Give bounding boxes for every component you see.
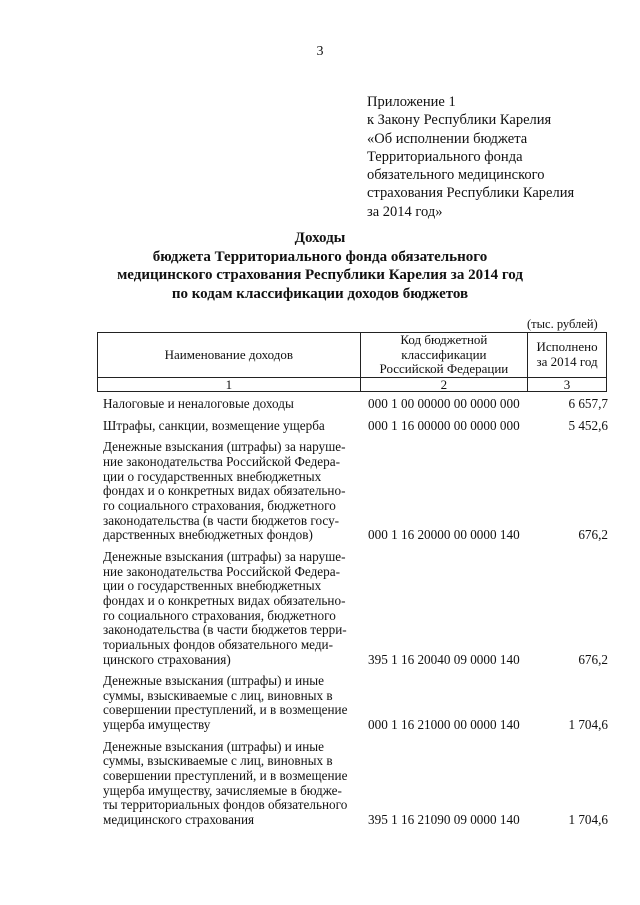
table-row <box>103 419 613 434</box>
revenue-table-body <box>103 397 613 835</box>
row-name-line: цинского страхования) <box>103 651 231 667</box>
document-heading <box>0 229 640 303</box>
row-name-line: ции о государственных внебюджетных <box>103 578 322 594</box>
header-line: классификации <box>401 346 487 362</box>
row-name-line: ущерба имуществу, зачисляемые в бюдже- <box>103 782 342 798</box>
column-header-code <box>360 333 527 378</box>
appendix-line: страхования Республики Карелия <box>367 185 575 202</box>
appendix-line: обязательного медицинского <box>367 167 545 184</box>
units-label: (тыс. рублей) <box>527 317 598 331</box>
row-name-line: Налоговые и неналоговые доходы <box>103 396 294 411</box>
row-amount: 1 704,6 <box>568 717 608 733</box>
table-row <box>103 550 613 667</box>
header-line: Российской Федерации <box>379 361 509 376</box>
row-name-line: совершении преступлений, и в возмещение <box>103 702 348 718</box>
row-amount: 5 452,6 <box>568 417 608 433</box>
row-name-line: совершении преступлений, и в возмещение <box>103 768 348 784</box>
header-line: за 2014 год <box>536 353 598 369</box>
appendix-block <box>367 93 627 221</box>
row-name <box>103 419 361 434</box>
row-amount: 1 704,6 <box>568 812 608 828</box>
row-name <box>103 674 361 733</box>
row-name-line: медицинского страхования <box>103 812 255 828</box>
column-header-amount <box>528 333 607 378</box>
header-line: Исполнено <box>536 339 598 355</box>
row-amount: 6 657,7 <box>568 396 608 411</box>
row-name <box>103 550 361 667</box>
heading-line: по кодам классификации доходов бюджетов <box>171 285 469 302</box>
column-number: 3 <box>528 377 607 391</box>
row-amount: 676,2 <box>578 651 608 667</box>
row-code: 000 1 16 21000 00 0000 140 <box>368 717 520 733</box>
row-amount: 676,2 <box>578 527 608 543</box>
heading-line: медицинского страхования Республики Карелия за 2014 год <box>117 267 523 283</box>
row-code: 000 1 16 20000 00 0000 140 <box>368 527 520 543</box>
row-code: 395 1 16 21090 09 0000 140 <box>368 812 520 828</box>
row-code: 000 1 16 00000 00 0000 000 <box>368 417 520 433</box>
appendix-line: Территориального фонда <box>367 148 523 165</box>
table-row <box>103 397 613 412</box>
row-name-line: дарственных внебюджетных фондов) <box>103 527 313 543</box>
row-name-line: ущерба имуществу <box>103 717 211 733</box>
row-name-line: фондах и о конкретных видах обязательно- <box>103 592 346 608</box>
heading-line: бюджета Территориального фонда обязательного <box>152 248 488 265</box>
row-name-line: го социального страхования, бюджетного <box>103 607 336 623</box>
row-name-line: ние законодательства Российской Федера- <box>103 453 340 469</box>
row-code: 395 1 16 20040 09 0000 140 <box>368 651 520 667</box>
row-name-line: Штрафы, санкции, возмещение ущерба <box>103 417 325 433</box>
row-name-line: Денежные взыскания (штрафы) и иные <box>103 673 324 689</box>
header-line: Код бюджетной <box>400 332 488 347</box>
column-number: 2 <box>360 377 527 391</box>
table-row <box>103 674 613 733</box>
row-name-line: Денежные взыскания (штрафы) за наруше- <box>103 439 346 455</box>
row-name-line: законодательства (в части бюджетов терри- <box>103 622 347 638</box>
revenue-table-header <box>97 332 607 392</box>
row-name <box>103 440 361 543</box>
table-row <box>103 740 613 828</box>
row-name-line: законодательства (в части бюджетов госу- <box>103 512 340 528</box>
row-name-line: Денежные взыскания (штрафы) и иные <box>103 738 324 754</box>
appendix-line: Приложение 1 <box>367 94 456 110</box>
page-number: 3 <box>316 44 324 59</box>
row-name-line: ториальных фондов обязательного меди- <box>103 636 334 652</box>
row-code: 000 1 00 00000 00 0000 000 <box>368 396 520 411</box>
row-name-line: Денежные взыскания (штрафы) за наруше- <box>103 548 346 564</box>
appendix-line: к Закону Республики Карелия <box>367 112 552 129</box>
table-row <box>103 440 613 543</box>
row-name-line: суммы, взыскиваемые с лиц, виновных в <box>103 753 333 769</box>
row-name-line: суммы, взыскиваемые с лиц, виновных в <box>103 687 333 703</box>
row-name-line: го социального страхования, бюджетного <box>103 497 336 513</box>
row-name <box>103 740 361 828</box>
row-name-line: фондах и о конкретных видах обязательно- <box>103 483 346 499</box>
row-name-line: ние законодательства Российской Федера- <box>103 563 340 579</box>
row-name-line: ты территориальных фондов обязательного <box>103 797 348 813</box>
appendix-line: «Об исполнении бюджета <box>367 130 528 147</box>
heading-line: Доходы <box>294 230 346 246</box>
appendix-line: за 2014 год» <box>367 203 443 220</box>
row-name-line: ции о государственных внебюджетных <box>103 468 322 484</box>
column-header-name: Наименование доходов <box>98 333 361 378</box>
row-name <box>103 397 361 412</box>
column-number: 1 <box>98 377 361 391</box>
